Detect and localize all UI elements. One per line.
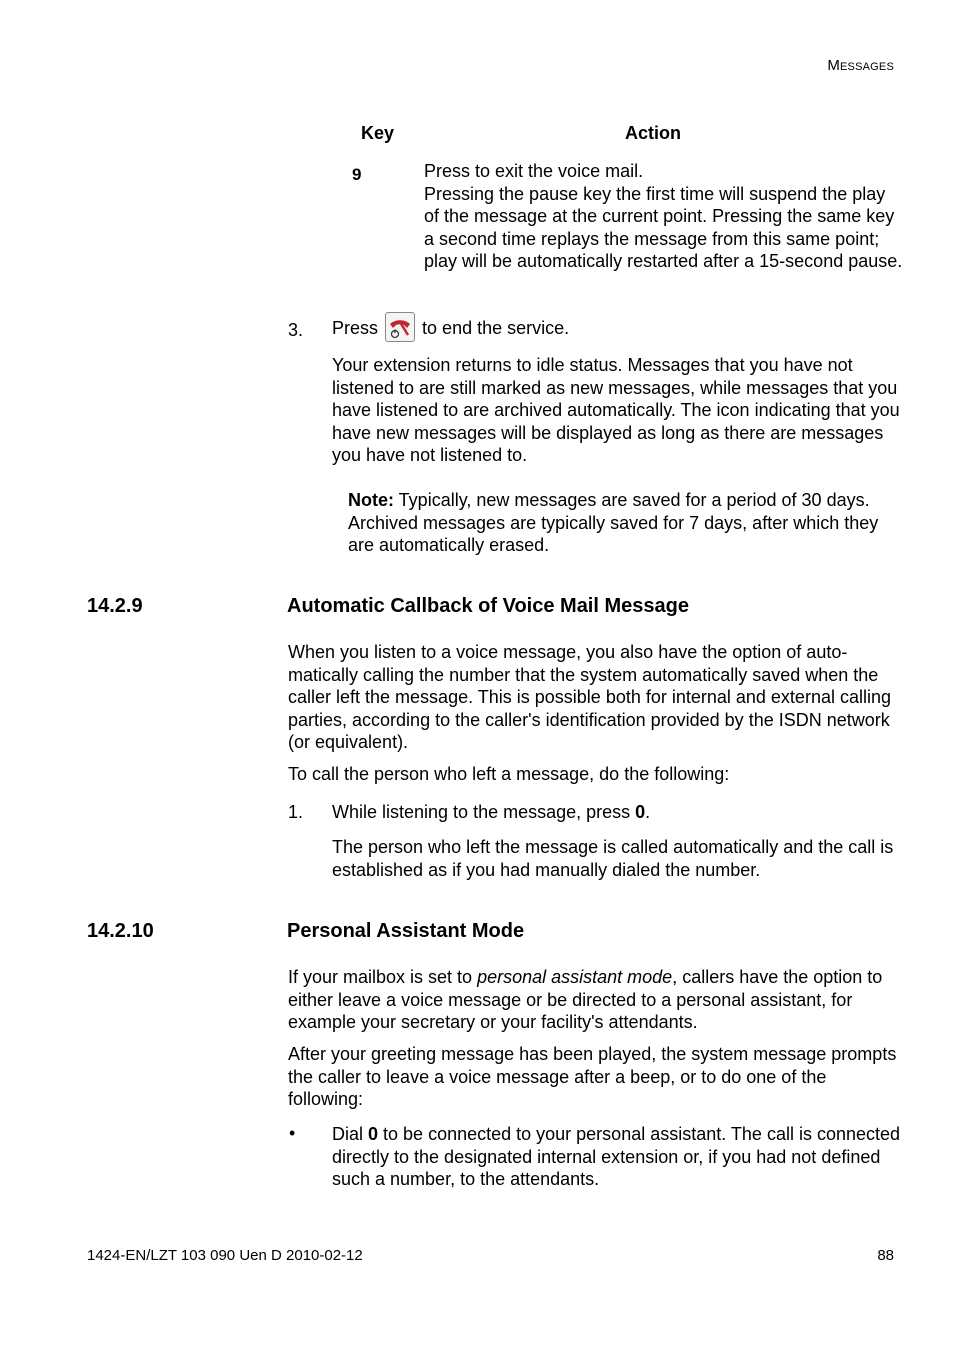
bullet-marker: • [289,1123,296,1143]
step-3-press-text: Press [332,317,379,338]
section-number-14-2-9: 14.2.9 [87,595,143,617]
action-line-1: Press to exit the voice mail. [424,161,644,181]
table-header-action: Action [625,123,681,143]
para-1-emphasis: personal assistant mode [477,967,673,987]
table-cell-action [424,160,904,273]
step-1-description: The person who left the message is called automatically and the call is established as if you had manually dialed the number. [332,837,894,880]
step-1-text-end: . [645,802,651,822]
bullet-1-pre: Dial [332,1124,369,1144]
bullet-item-1 [332,1123,902,1191]
section-number-14-2-10: 14.2.10 [87,920,154,942]
bullet-1-post: to be connected to your personal assistant. The call is connected directly to the designated internal extension or, if you had not defined such a number, to the attendants. [332,1124,901,1189]
note-text: Typically, new messages are saved for a period of 30 days. Archived messages are typically saved for 7 days, after which they are automatically erased. [348,490,879,555]
step-3-line [332,314,569,344]
section-14-2-10-para-2: After your greeting message has been played, the system message prompts the caller to leave a voice message after a beep, or to do one of the following: [288,1044,897,1109]
para-1-pre: If your mailbox is set to [288,967,478,987]
section-title-14-2-9: Automatic Callback of Voice Mail Message [287,595,689,617]
step-3-after-text: to end the service. [422,317,570,338]
step-3-number: 3. [288,320,304,340]
section-14-2-9-para-1: When you listen to a voice message, you also have the option of auto-matically calling the number that the system automatically saved when the caller left the message. This is possible both for internal and external calling parties, according to the caller's identification provided by the ISDN network (or equivalent). [288,642,891,752]
section-14-2-9-para-2: To call the person who left a message, do the following: [288,764,730,784]
step-1-text-main: While listening to the message, press [332,802,636,822]
footer-page-number: 88 [877,1247,894,1264]
hang-up-key-icon [385,312,415,342]
para-1-post: , callers have the option to either leave a voice message or be directed to a personal assistant, for example your secretary or your facility's attendants. [288,967,883,1032]
step-3-description: Your extension returns to idle status. Messages that you have not listened to are still marked as new messages, while messages that you have listened to are archived automatically. The icon indicating that you have new messages will be displayed as long as there are messages you have not listened to. [332,355,900,465]
action-line-2: Pressing the pause key the first time will suspend the play of the message at the current point. Pressing the same key a second time replays the message from this same point; play will be automatically restarted after a 15-second pause. [424,183,903,271]
section-title-14-2-10: Personal Assistant Mode [287,920,525,942]
note-label: Note: [348,490,394,510]
running-header-title: Messages [827,57,894,74]
note [348,489,888,557]
table-header-key: Key [361,123,395,143]
step-1-text [332,801,902,824]
table-cell-key: 9 [352,165,362,184]
bullet-1-key: 0 [368,1124,379,1144]
footer-doc-id: 1424-EN/LZT 103 090 Uen D 2010-02-12 [87,1247,363,1264]
step-1-number: 1. [288,802,304,822]
step-1-key: 0 [635,802,646,822]
section-14-2-10-para-1 [288,966,898,1034]
